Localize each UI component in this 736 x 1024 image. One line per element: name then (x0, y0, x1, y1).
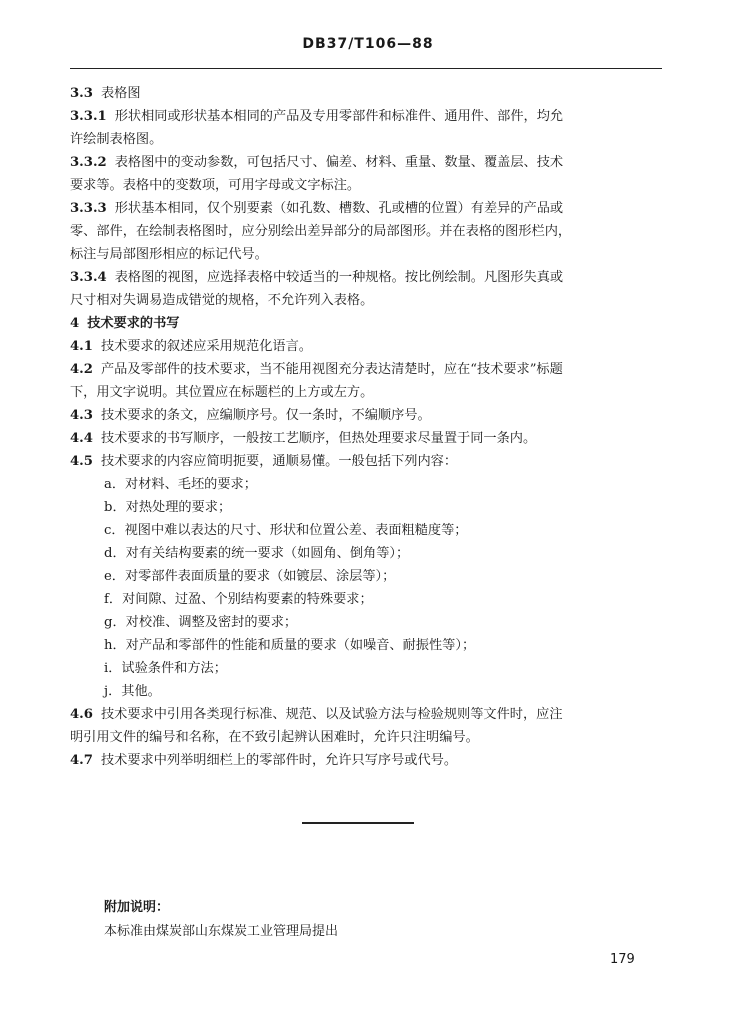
list-item-g: g．对校准、调整及密封的要求； (104, 615, 298, 630)
section-4-5: 4.5 技术要求的内容应简明扼要，通顺易懂。一般包括下列内容： (70, 454, 458, 469)
list-item-a: a．对材料、毛坯的要求； (104, 477, 257, 492)
section-3-3-3-line1: 3.3.3 形状基本相同，仅个别要素（如孔数、槽数、孔或槽的位置）有差异的产品或 (70, 201, 564, 216)
section-4-6-line1: 4.6 技术要求中引用各类现行标准、规范、以及试验方法与检验规则等文件时，应注 (70, 707, 563, 722)
section-3-3-1-line1: 3.3.1 形状相同或形状基本相同的产品及专用零部件和标准件、通用件、部件，均允 (70, 109, 564, 124)
section-4-2-line1: 4.2 产品及零部件的技术要求，当不能用视图充分表达清楚时，应在“技术要求”标题 (70, 362, 563, 377)
section-4-2-line2: 下，用文字说明。其位置应在标题栏的上方或左方。 (70, 385, 374, 400)
note-body: 本标准由煤炭部山东煤炭工业管理局提出 (104, 924, 339, 939)
section-3-3-3-line3: 标注与局部图形相应的标记代号。 (70, 247, 268, 262)
section-3-3-2-line2: 要求等。表格中的变数项，可用字母或文字标注。 (70, 178, 361, 193)
section-3-3-4-line1: 3.3.4 表格图的视图，应选择表格中较适当的一种规格。按比例绘制。凡图形失真或 (70, 270, 564, 285)
page-number: 179 (610, 952, 635, 967)
section-4-3: 4.3 技术要求的条文，应编顺序号。仅一条时，不编顺序号。 (70, 408, 431, 423)
section-4-6-line2: 明引用文件的编号和名称，在不致引起辨认困难时，允许只注明编号。 (70, 730, 479, 745)
section-4-heading: 4 技术要求的书写 (70, 316, 180, 331)
document-code: DB37/T106—88 (302, 36, 434, 52)
list-item-e: e．对零部件表面质量的要求（如镀层、涂层等）； (104, 569, 396, 584)
section-3-3-3-line2: 零、部件，在绘制表格图时，应分别绘出差异部分的局部图形。并在表格的图形栏内， (70, 224, 572, 239)
section-4-1: 4.1 技术要求的叙述应采用规范化语言。 (70, 339, 312, 354)
section-3-3-4-line2: 尺寸相对失调易造成错觉的规格，不允许列入表格。 (70, 293, 374, 308)
list-item-b: b．对热处理的要求； (104, 500, 232, 515)
list-item-j: j．其他。 (104, 684, 161, 699)
section-3-3-1-line2: 许绘制表格图。 (70, 132, 163, 147)
list-item-h: h．对产品和零部件的性能和质量的要求（如噪音、耐振性等）； (104, 638, 476, 653)
list-item-c: c．视图中难以表达的尺寸、形状和位置公差、表面粗糙度等； (104, 523, 468, 538)
section-3-3-heading: 3.3 表格图 (70, 86, 141, 101)
document-body (70, 82, 662, 772)
note-title: 附加说明： (104, 900, 170, 915)
list-item-i: i．试验条件和方法； (104, 661, 227, 676)
list-item-d: d．对有关结构要素的统一要求（如圆角、倒角等）； (104, 546, 410, 561)
list-item-f: f．对间隙、过盈、个别结构要素的特殊要求； (104, 592, 373, 607)
section-4-7: 4.7 技术要求中列举明细栏上的零部件时，允许只写序号或代号。 (70, 753, 458, 768)
section-3-3-2-line1: 3.3.2 表格图中的变动参数，可包括尺寸、偏差、材料、重量、数量、覆盖层、技术 (70, 155, 564, 170)
end-rule (302, 822, 414, 824)
section-4-4: 4.4 技术要求的书写顺序，一般按工艺顺序，但热处理要求尽量置于同一条内。 (70, 431, 537, 446)
header-rule (70, 68, 662, 69)
